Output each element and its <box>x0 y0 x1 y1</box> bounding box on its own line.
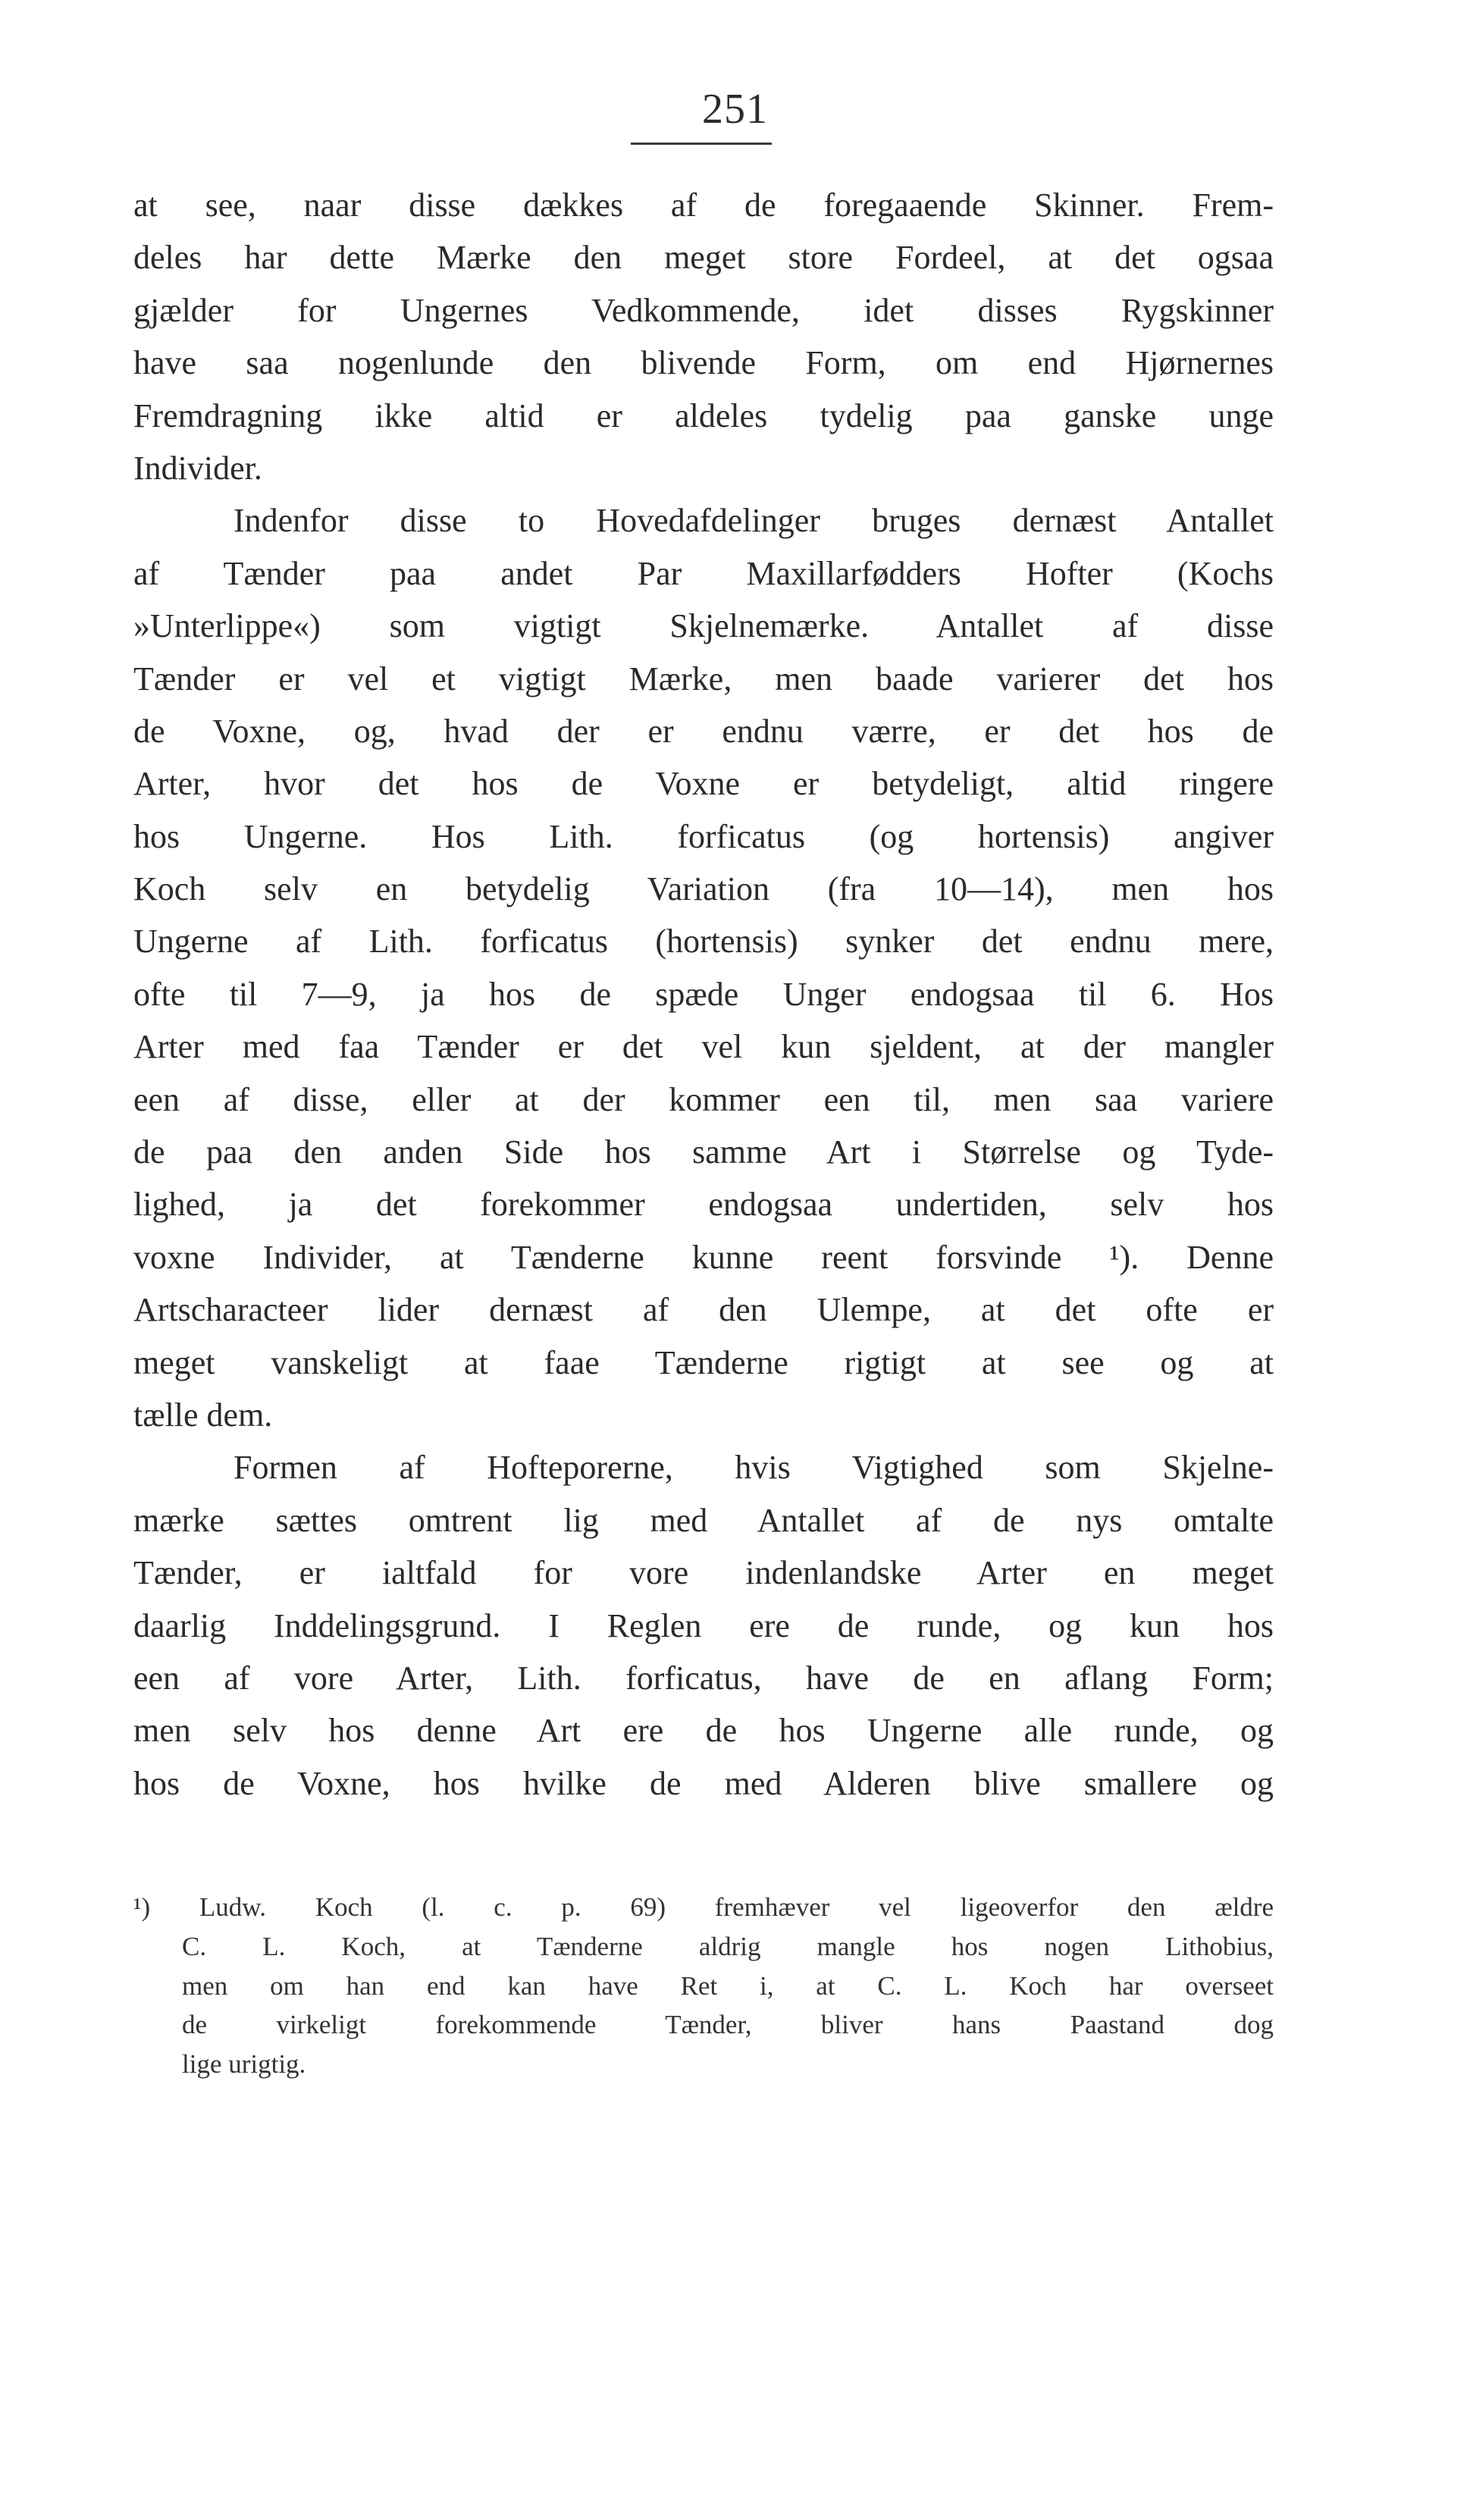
body-line: men selv hos denne Art ere de hos Ungerne alle runde, og <box>133 1712 1274 1750</box>
body-line: Arter, hvor det hos de Voxne er betydeligt, altid ringere <box>133 765 1274 803</box>
body-line: een af vore Arter, Lith. forficatus, have de en aflang Form; <box>133 1659 1274 1697</box>
body-line: een af disse, eller at der kommer een til, men saa variere <box>133 1080 1274 1118</box>
body-line: Fremdragning ikke altid er aldeles tydelig paa ganske unge <box>133 396 1274 434</box>
page-number: 251 <box>702 86 768 133</box>
body-line: hos de Voxne, hos hvilke de med Alderen blive smallere og <box>133 1764 1274 1802</box>
body-line: Tænder, er ialtfald for vore indenlandske Arter en meget <box>133 1554 1274 1592</box>
body-line: Arter med faa Tænder er det vel kun sjeldent, at der mangler <box>133 1028 1274 1066</box>
footnote-line: de virkeligt forekommende Tænder, bliver hans Paastand dog <box>182 2010 1274 2040</box>
paragraph-start-line: Indenfor disse to Hovedafdelinger bruges dernæst Antallet <box>234 502 1274 540</box>
body-line: lighed, ja det forekommer endogsaa undertiden, selv hos <box>133 1186 1274 1224</box>
body-line: tælle dem. <box>133 1396 273 1434</box>
body-text <box>133 179 1274 1810</box>
body-line: af Tænder paa andet Par Maxillarfødders Hofter (Kochs <box>133 554 1274 592</box>
footnote <box>133 1888 1274 2084</box>
body-line: gjælder for Ungernes Vedkommende, idet disses Rygskinner <box>133 291 1274 329</box>
body-line: Ungerne af Lith. forficatus (hortensis) synker det endnu mere, <box>133 923 1274 961</box>
footnote-line: ¹) Ludw. Koch (l. c. p. 69) fremhæver vel ligeoverfor den ældre <box>133 1892 1274 1922</box>
body-line: daarlig Inddelingsgrund. I Reglen ere de runde, og kun hos <box>133 1606 1274 1644</box>
body-line: hos Ungerne. Hos Lith. forficatus (og hortensis) angiver <box>133 817 1274 855</box>
body-line: de Voxne, og, hvad der er endnu værre, er det hos de <box>133 712 1274 750</box>
paragraph-start-line: Formen af Hofteporerne, hvis Vigtighed som Skjelne- <box>234 1449 1274 1487</box>
body-line: Individer. <box>133 449 262 487</box>
footnote-line: C. L. Koch, at Tænderne aldrig mangle hos nogen Lithobius, <box>182 1931 1274 1961</box>
body-line: deles har dette Mærke den meget store Fordeel, at det ogsaa <box>133 239 1274 277</box>
body-line: Koch selv en betydelig Variation (fra 10—14), men hos <box>133 870 1274 908</box>
body-line: de paa den anden Side hos samme Art i Størrelse og Tyde- <box>133 1133 1274 1171</box>
body-line: have saa nogenlunde den blivende Form, om end Hjørnernes <box>133 344 1274 382</box>
body-line: »Unterlippe«) som vigtigt Skjelnemærke. Antallet af disse <box>133 607 1274 645</box>
body-line: meget vanskeligt at faae Tænderne rigtigt at see og at <box>133 1343 1274 1381</box>
body-line: Artscharacteer lider dernæst af den Ulempe, at det ofte er <box>133 1291 1274 1329</box>
body-line: voxne Individer, at Tænderne kunne reent forsvinde ¹). Denne <box>133 1238 1274 1276</box>
body-line: mærke sættes omtrent lig med Antallet af de nys omtalte <box>133 1501 1274 1539</box>
page-number-rule <box>631 143 772 145</box>
footnote-line: lige urigtig. <box>182 2049 306 2080</box>
body-line: at see, naar disse dækkes af de foregaaende Skinner. Frem- <box>133 186 1274 224</box>
body-line: Tænder er vel et vigtigt Mærke, men baade varierer det hos <box>133 660 1274 697</box>
body-line: ofte til 7—9, ja hos de spæde Unger endogsaa til 6. Hos <box>133 975 1274 1013</box>
footnote-line: men om han end kan have Ret i, at C. L. Koch har overseet <box>182 1970 1274 2001</box>
